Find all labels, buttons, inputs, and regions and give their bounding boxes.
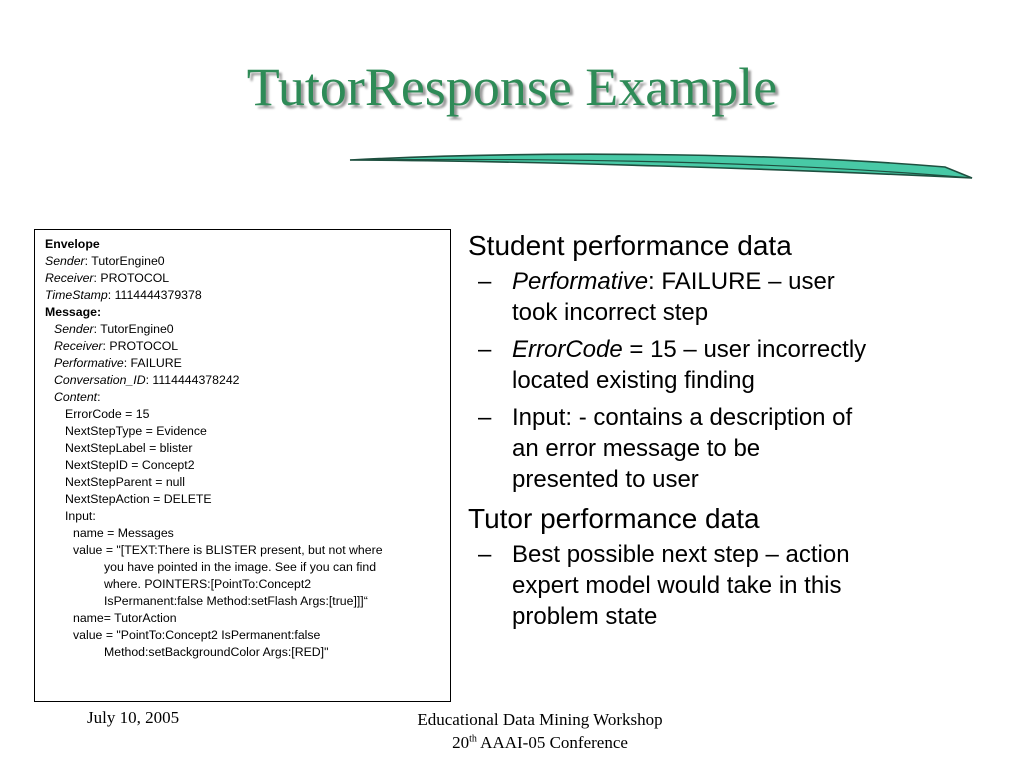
envelope-receiver: Receiver: PROTOCOL bbox=[45, 271, 170, 285]
input-value-line: where. POINTERS:[PointTo:Concept2 bbox=[104, 577, 312, 591]
envelope-sender: Sender: TutorEngine0 bbox=[45, 254, 165, 268]
content-line: NextStepAction = DELETE bbox=[65, 492, 212, 506]
bullet-input: – Input: - contains a description of an error message to be presented to user bbox=[478, 404, 853, 493]
dash-marker: – bbox=[478, 268, 492, 295]
footer-conference bbox=[300, 708, 780, 754]
bullet-next-step: – Best possible next step – action expert model would take in this problem state bbox=[478, 541, 850, 630]
content-line: Input: bbox=[65, 509, 96, 523]
input-value-line: you have pointed in the image. See if you can find bbox=[104, 560, 377, 574]
footer-workshop: Educational Data Mining Workshop bbox=[417, 710, 663, 729]
content-line: NextStepLabel = blister bbox=[65, 441, 193, 455]
dash-marker: – bbox=[478, 541, 492, 568]
message-header: Message: bbox=[45, 305, 102, 319]
envelope-timestamp: TimeStamp: 1114444379378 bbox=[45, 288, 202, 302]
input-value-line: IsPermanent:false Method:setFlash Args:[true]]]“ bbox=[104, 594, 368, 608]
slide-title: TutorResponse Example bbox=[246, 57, 778, 117]
message-receiver: Receiver: PROTOCOL bbox=[54, 339, 179, 353]
input-value-line: value = "PointTo:Concept2 IsPermanent:false bbox=[73, 628, 321, 642]
title-underline-swoosh bbox=[345, 150, 975, 182]
content-line: NextStepID = Concept2 bbox=[65, 458, 195, 472]
message-performative: Performative: FAILURE bbox=[54, 356, 182, 370]
dash-marker: – bbox=[478, 336, 492, 363]
input-value-line: value = "[TEXT:There is BLISTER present, but not where bbox=[73, 543, 383, 557]
envelope-header: Envelope bbox=[45, 237, 100, 251]
bullet-performative: – Performative: FAILURE – user took incorrect step bbox=[478, 268, 835, 326]
message-sender: Sender: TutorEngine0 bbox=[54, 322, 174, 336]
message-box bbox=[34, 229, 451, 702]
footer-conference-line: 20th AAAI-05 Conference bbox=[452, 733, 628, 752]
dash-marker: – bbox=[478, 404, 492, 431]
bullet-list bbox=[468, 226, 1008, 638]
content-line: NextStepParent = null bbox=[65, 475, 185, 489]
footer-date: July 10, 2005 bbox=[87, 708, 180, 727]
content-line: ErrorCode = 15 bbox=[65, 407, 150, 421]
content-line: NextStepType = Evidence bbox=[65, 424, 207, 438]
message-conversation-id: Conversation_ID: 1114444378242 bbox=[54, 373, 240, 387]
section-tutor-performance: Tutor performance data bbox=[468, 503, 760, 534]
message-content: Content: bbox=[54, 390, 101, 404]
input-name-line: name= TutorAction bbox=[73, 611, 177, 625]
input-name-line: name = Messages bbox=[73, 526, 174, 540]
input-value-line: Method:setBackgroundColor Args:[RED]" bbox=[104, 645, 329, 659]
section-student-performance: Student performance data bbox=[468, 230, 792, 261]
bullet-errorcode: – ErrorCode = 15 – user incorrectly located existing finding bbox=[478, 336, 867, 394]
